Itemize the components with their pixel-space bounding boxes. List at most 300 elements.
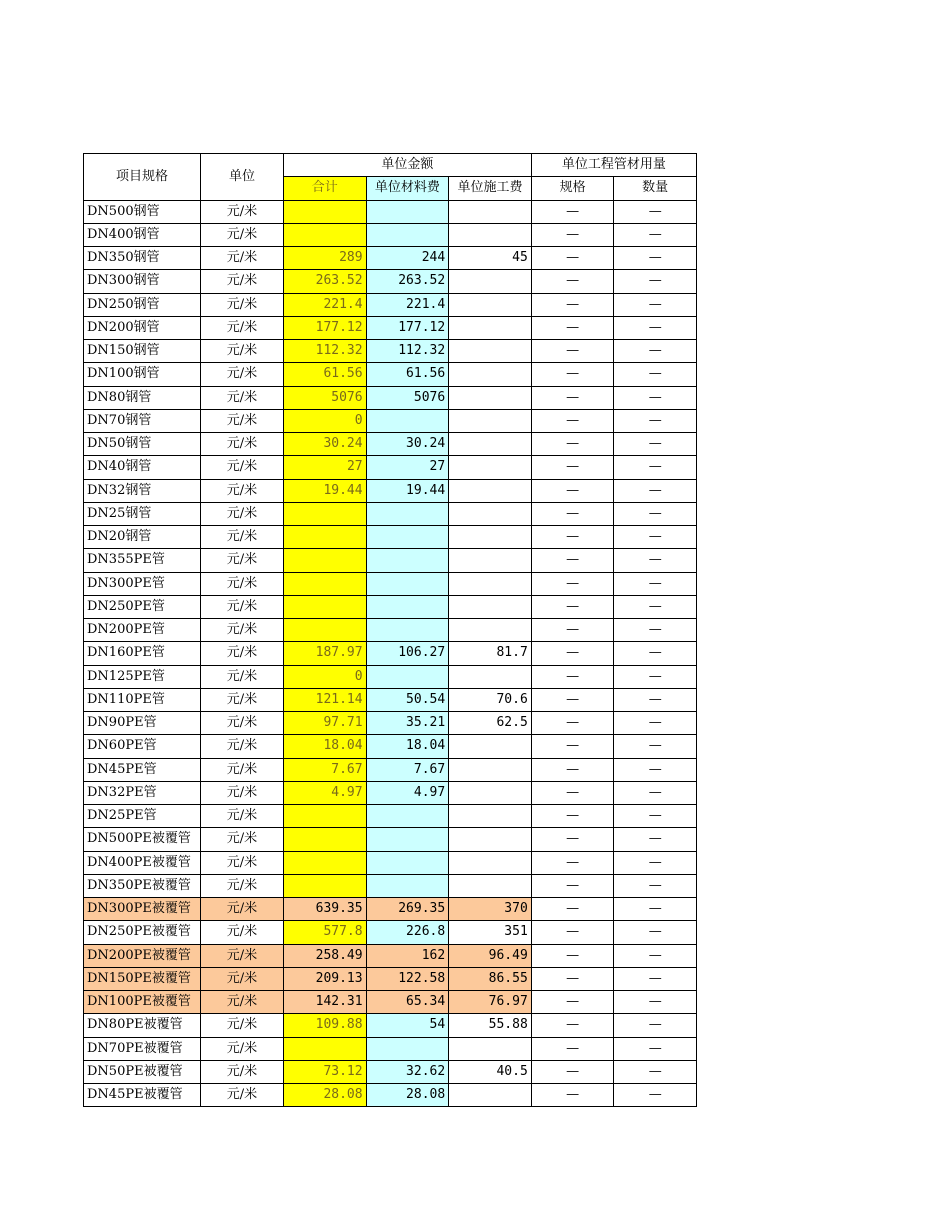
cell-total[interactable]: 121.14	[284, 688, 367, 711]
cell-unit[interactable]: 元/米	[201, 386, 284, 409]
cell-material-fee[interactable]: 7.67	[366, 758, 449, 781]
cell-qty[interactable]: —	[614, 526, 697, 549]
cell-item[interactable]: DN50钢管	[84, 433, 201, 456]
cell-item[interactable]: DN250PE管	[84, 595, 201, 618]
cell-spec[interactable]: —	[531, 1060, 614, 1083]
cell-construction-fee[interactable]	[449, 293, 532, 316]
cell-material-fee[interactable]: 226.8	[366, 921, 449, 944]
header-total[interactable]: 合计	[284, 177, 367, 200]
cell-total[interactable]	[284, 828, 367, 851]
cell-qty[interactable]: —	[614, 781, 697, 804]
cell-spec[interactable]: —	[531, 293, 614, 316]
cell-unit[interactable]: 元/米	[201, 223, 284, 246]
cell-qty[interactable]: —	[614, 944, 697, 967]
table-row	[84, 1084, 697, 1107]
cell-total[interactable]: 112.32	[284, 340, 367, 363]
cell-item[interactable]: DN60PE管	[84, 735, 201, 758]
cell-material-fee[interactable]: 263.52	[366, 270, 449, 293]
cell-qty[interactable]: —	[614, 1037, 697, 1060]
header-amount-group[interactable]: 单位金额	[284, 154, 532, 177]
table-row	[84, 1060, 697, 1083]
cell-material-fee[interactable]	[366, 874, 449, 897]
cell-total[interactable]: 28.08	[284, 1084, 367, 1107]
cell-total[interactable]: 18.04	[284, 735, 367, 758]
cell-item[interactable]: DN200钢管	[84, 316, 201, 339]
cell-qty[interactable]: —	[614, 223, 697, 246]
cell-spec[interactable]: —	[531, 595, 614, 618]
cell-material-fee[interactable]: 112.32	[366, 340, 449, 363]
table-row	[84, 1037, 697, 1060]
cell-item[interactable]: DN500PE被覆管	[84, 828, 201, 851]
cell-unit[interactable]: 元/米	[201, 828, 284, 851]
cell-construction-fee[interactable]	[449, 781, 532, 804]
cell-unit[interactable]: 元/米	[201, 363, 284, 386]
table-row	[84, 874, 697, 897]
cell-qty[interactable]: —	[614, 386, 697, 409]
cell-item[interactable]: DN300钢管	[84, 270, 201, 293]
cell-construction-fee[interactable]	[449, 433, 532, 456]
cell-qty[interactable]: —	[614, 340, 697, 363]
cell-unit[interactable]: 元/米	[201, 805, 284, 828]
cell-total[interactable]: 73.12	[284, 1060, 367, 1083]
cell-unit[interactable]: 元/米	[201, 898, 284, 921]
cell-material-fee[interactable]: 5076	[366, 386, 449, 409]
cell-item[interactable]: DN400钢管	[84, 223, 201, 246]
cell-item[interactable]: DN300PE被覆管	[84, 898, 201, 921]
cell-spec[interactable]: —	[531, 688, 614, 711]
cell-spec[interactable]: —	[531, 363, 614, 386]
cell-item[interactable]: DN400PE被覆管	[84, 851, 201, 874]
cell-qty[interactable]: —	[614, 967, 697, 990]
cell-item[interactable]: DN350钢管	[84, 247, 201, 270]
cell-spec[interactable]: —	[531, 758, 614, 781]
cell-unit[interactable]: 元/米	[201, 200, 284, 223]
cell-qty[interactable]: —	[614, 363, 697, 386]
cell-material-fee[interactable]	[366, 409, 449, 432]
cell-unit[interactable]: 元/米	[201, 758, 284, 781]
cell-qty[interactable]: —	[614, 688, 697, 711]
cell-spec[interactable]: —	[531, 549, 614, 572]
cell-spec[interactable]: —	[531, 572, 614, 595]
cell-item[interactable]: DN25PE管	[84, 805, 201, 828]
table-body	[84, 154, 697, 1107]
cell-total[interactable]: 7.67	[284, 758, 367, 781]
cell-material-fee[interactable]: 28.08	[366, 1084, 449, 1107]
cell-material-fee[interactable]	[366, 805, 449, 828]
cell-construction-fee[interactable]	[449, 572, 532, 595]
cell-qty[interactable]: —	[614, 665, 697, 688]
cell-total[interactable]: 109.88	[284, 1014, 367, 1037]
header-qty[interactable]: 数量	[614, 177, 697, 200]
cell-unit[interactable]: 元/米	[201, 642, 284, 665]
cell-spec[interactable]: —	[531, 828, 614, 851]
cell-spec[interactable]: —	[531, 1084, 614, 1107]
cell-construction-fee[interactable]	[449, 200, 532, 223]
cell-spec[interactable]: —	[531, 898, 614, 921]
cell-unit[interactable]: 元/米	[201, 572, 284, 595]
cell-total[interactable]: 209.13	[284, 967, 367, 990]
table-row	[84, 386, 697, 409]
cell-construction-fee[interactable]: 81.7	[449, 642, 532, 665]
cell-total[interactable]: 0	[284, 665, 367, 688]
cell-item[interactable]: DN100钢管	[84, 363, 201, 386]
header-material-fee[interactable]: 单位材料费	[366, 177, 449, 200]
cell-item[interactable]: DN150钢管	[84, 340, 201, 363]
cell-total[interactable]	[284, 572, 367, 595]
cell-qty[interactable]: —	[614, 1084, 697, 1107]
cell-unit[interactable]: 元/米	[201, 991, 284, 1014]
cell-unit[interactable]: 元/米	[201, 595, 284, 618]
cell-total[interactable]: 263.52	[284, 270, 367, 293]
cell-material-fee[interactable]	[366, 619, 449, 642]
cell-unit[interactable]: 元/米	[201, 549, 284, 572]
cell-item[interactable]: DN20钢管	[84, 526, 201, 549]
cell-unit[interactable]: 元/米	[201, 526, 284, 549]
cell-item[interactable]: DN80钢管	[84, 386, 201, 409]
cell-material-fee[interactable]: 18.04	[366, 735, 449, 758]
cell-total[interactable]	[284, 805, 367, 828]
cell-item[interactable]: DN45PE管	[84, 758, 201, 781]
cell-construction-fee[interactable]	[449, 479, 532, 502]
cell-item[interactable]: DN90PE管	[84, 712, 201, 735]
cell-qty[interactable]: —	[614, 433, 697, 456]
cell-unit[interactable]: 元/米	[201, 619, 284, 642]
cell-qty[interactable]: —	[614, 479, 697, 502]
cell-total[interactable]	[284, 549, 367, 572]
cell-construction-fee[interactable]: 86.55	[449, 967, 532, 990]
cell-qty[interactable]: —	[614, 200, 697, 223]
cell-unit[interactable]: 元/米	[201, 316, 284, 339]
cell-material-fee[interactable]: 32.62	[366, 1060, 449, 1083]
cell-item[interactable]: DN200PE被覆管	[84, 944, 201, 967]
cell-total[interactable]	[284, 874, 367, 897]
cell-unit[interactable]: 元/米	[201, 781, 284, 804]
cell-spec[interactable]: —	[531, 805, 614, 828]
cell-unit[interactable]: 元/米	[201, 1037, 284, 1060]
cell-spec[interactable]: —	[531, 223, 614, 246]
cell-total[interactable]: 221.4	[284, 293, 367, 316]
cell-construction-fee[interactable]	[449, 1084, 532, 1107]
cell-unit[interactable]: 元/米	[201, 409, 284, 432]
cell-spec[interactable]: —	[531, 526, 614, 549]
table-row	[84, 409, 697, 432]
cell-item[interactable]: DN50PE被覆管	[84, 1060, 201, 1083]
cell-total[interactable]: 19.44	[284, 479, 367, 502]
header-item[interactable]: 项目规格	[84, 154, 201, 201]
cell-unit[interactable]: 元/米	[201, 921, 284, 944]
cell-construction-fee[interactable]	[449, 223, 532, 246]
table-row	[84, 549, 697, 572]
cell-total[interactable]: 187.97	[284, 642, 367, 665]
cell-qty[interactable]: —	[614, 874, 697, 897]
cell-total[interactable]: 639.35	[284, 898, 367, 921]
cell-material-fee[interactable]	[366, 595, 449, 618]
cell-spec[interactable]: —	[531, 642, 614, 665]
table-row	[84, 293, 697, 316]
cell-material-fee[interactable]: 106.27	[366, 642, 449, 665]
cell-unit[interactable]: 元/米	[201, 944, 284, 967]
cell-spec[interactable]: —	[531, 781, 614, 804]
cell-construction-fee[interactable]	[449, 851, 532, 874]
cell-material-fee[interactable]	[366, 502, 449, 525]
cell-item[interactable]: DN150PE被覆管	[84, 967, 201, 990]
cell-construction-fee[interactable]: 351	[449, 921, 532, 944]
cell-unit[interactable]: 元/米	[201, 270, 284, 293]
cell-spec[interactable]: —	[531, 665, 614, 688]
cell-material-fee[interactable]: 50.54	[366, 688, 449, 711]
cell-spec[interactable]: —	[531, 340, 614, 363]
cell-total[interactable]: 30.24	[284, 433, 367, 456]
cell-spec[interactable]: —	[531, 1014, 614, 1037]
cell-total[interactable]	[284, 223, 367, 246]
cell-item[interactable]: DN100PE被覆管	[84, 991, 201, 1014]
cell-unit[interactable]: 元/米	[201, 735, 284, 758]
header-construction-fee[interactable]: 单位施工费	[449, 177, 532, 200]
cell-material-fee[interactable]: 4.97	[366, 781, 449, 804]
cell-material-fee[interactable]: 244	[366, 247, 449, 270]
cell-total[interactable]: 177.12	[284, 316, 367, 339]
cell-unit[interactable]: 元/米	[201, 293, 284, 316]
cell-construction-fee[interactable]	[449, 874, 532, 897]
cell-construction-fee[interactable]: 370	[449, 898, 532, 921]
cell-item[interactable]: DN250PE被覆管	[84, 921, 201, 944]
cell-construction-fee[interactable]	[449, 549, 532, 572]
cell-construction-fee[interactable]	[449, 386, 532, 409]
cell-qty[interactable]: —	[614, 247, 697, 270]
cell-spec[interactable]: —	[531, 991, 614, 1014]
cell-qty[interactable]: —	[614, 805, 697, 828]
cell-spec[interactable]: —	[531, 270, 614, 293]
cell-item[interactable]: DN160PE管	[84, 642, 201, 665]
cell-construction-fee[interactable]	[449, 595, 532, 618]
cell-unit[interactable]: 元/米	[201, 851, 284, 874]
cell-material-fee[interactable]: 19.44	[366, 479, 449, 502]
cell-unit[interactable]: 元/米	[201, 247, 284, 270]
table-row	[84, 944, 697, 967]
cell-unit[interactable]: 元/米	[201, 456, 284, 479]
cell-spec[interactable]: —	[531, 247, 614, 270]
cell-total[interactable]	[284, 502, 367, 525]
table-row	[84, 642, 697, 665]
cell-total[interactable]: 61.56	[284, 363, 367, 386]
cell-unit[interactable]: 元/米	[201, 1084, 284, 1107]
cell-unit[interactable]: 元/米	[201, 433, 284, 456]
cell-spec[interactable]: —	[531, 433, 614, 456]
cell-item[interactable]: DN32钢管	[84, 479, 201, 502]
cell-construction-fee[interactable]	[449, 1037, 532, 1060]
cell-spec[interactable]: —	[531, 386, 614, 409]
cell-qty[interactable]: —	[614, 712, 697, 735]
cell-qty[interactable]: —	[614, 991, 697, 1014]
cell-construction-fee[interactable]: 96.49	[449, 944, 532, 967]
cell-total[interactable]: 97.71	[284, 712, 367, 735]
cell-spec[interactable]: —	[531, 712, 614, 735]
cell-item[interactable]: DN355PE管	[84, 549, 201, 572]
cell-item[interactable]: DN25钢管	[84, 502, 201, 525]
cell-material-fee[interactable]: 177.12	[366, 316, 449, 339]
cell-total[interactable]	[284, 619, 367, 642]
cell-total[interactable]	[284, 1037, 367, 1060]
cell-qty[interactable]: —	[614, 1014, 697, 1037]
cell-unit[interactable]: 元/米	[201, 712, 284, 735]
cell-construction-fee[interactable]: 70.6	[449, 688, 532, 711]
cell-qty[interactable]: —	[614, 456, 697, 479]
table-row	[84, 735, 697, 758]
cell-qty[interactable]: —	[614, 270, 697, 293]
cell-spec[interactable]: —	[531, 479, 614, 502]
cell-construction-fee[interactable]	[449, 758, 532, 781]
cell-material-fee[interactable]	[366, 223, 449, 246]
cell-item[interactable]: DN110PE管	[84, 688, 201, 711]
cell-construction-fee[interactable]: 55.88	[449, 1014, 532, 1037]
cell-construction-fee[interactable]	[449, 526, 532, 549]
cell-spec[interactable]: —	[531, 619, 614, 642]
cell-material-fee[interactable]	[366, 851, 449, 874]
header-unit[interactable]: 单位	[201, 154, 284, 201]
cell-material-fee[interactable]: 162	[366, 944, 449, 967]
header-usage-group[interactable]: 单位工程管材用量	[531, 154, 696, 177]
cell-material-fee[interactable]: 221.4	[366, 293, 449, 316]
cell-qty[interactable]: —	[614, 758, 697, 781]
cell-construction-fee[interactable]	[449, 619, 532, 642]
cell-item[interactable]: DN350PE被覆管	[84, 874, 201, 897]
cell-material-fee[interactable]: 269.35	[366, 898, 449, 921]
cell-construction-fee[interactable]	[449, 363, 532, 386]
cell-material-fee[interactable]	[366, 572, 449, 595]
cell-qty[interactable]: —	[614, 293, 697, 316]
cell-item[interactable]: DN70PE被覆管	[84, 1037, 201, 1060]
cell-material-fee[interactable]	[366, 665, 449, 688]
cell-unit[interactable]: 元/米	[201, 479, 284, 502]
cell-spec[interactable]: —	[531, 851, 614, 874]
cell-construction-fee[interactable]	[449, 316, 532, 339]
cell-item[interactable]: DN40钢管	[84, 456, 201, 479]
cell-material-fee[interactable]: 61.56	[366, 363, 449, 386]
cell-qty[interactable]: —	[614, 502, 697, 525]
table-row	[84, 898, 697, 921]
cell-total[interactable]	[284, 200, 367, 223]
cell-construction-fee[interactable]	[449, 828, 532, 851]
cell-item[interactable]: DN200PE管	[84, 619, 201, 642]
cell-total[interactable]: 258.49	[284, 944, 367, 967]
cell-item[interactable]: DN300PE管	[84, 572, 201, 595]
cell-total[interactable]	[284, 526, 367, 549]
cell-unit[interactable]: 元/米	[201, 688, 284, 711]
cell-construction-fee[interactable]	[449, 502, 532, 525]
cell-unit[interactable]: 元/米	[201, 1060, 284, 1083]
cell-spec[interactable]: —	[531, 735, 614, 758]
cell-spec[interactable]: —	[531, 502, 614, 525]
cell-item[interactable]: DN45PE被覆管	[84, 1084, 201, 1107]
cell-item[interactable]: DN32PE管	[84, 781, 201, 804]
cell-spec[interactable]: —	[531, 921, 614, 944]
cell-material-fee[interactable]: 30.24	[366, 433, 449, 456]
cell-spec[interactable]: —	[531, 409, 614, 432]
cell-item[interactable]: DN80PE被覆管	[84, 1014, 201, 1037]
cell-spec[interactable]: —	[531, 1037, 614, 1060]
cell-total[interactable]	[284, 851, 367, 874]
cell-total[interactable]: 0	[284, 409, 367, 432]
cell-material-fee[interactable]: 27	[366, 456, 449, 479]
cell-spec[interactable]: —	[531, 316, 614, 339]
cell-qty[interactable]: —	[614, 642, 697, 665]
cell-material-fee[interactable]	[366, 526, 449, 549]
cell-construction-fee[interactable]	[449, 270, 532, 293]
cell-construction-fee[interactable]: 45	[449, 247, 532, 270]
cell-unit[interactable]: 元/米	[201, 1014, 284, 1037]
cell-construction-fee[interactable]: 76.97	[449, 991, 532, 1014]
cell-construction-fee[interactable]	[449, 665, 532, 688]
cell-qty[interactable]: —	[614, 572, 697, 595]
cell-material-fee[interactable]: 54	[366, 1014, 449, 1037]
cell-total[interactable]	[284, 595, 367, 618]
cell-construction-fee[interactable]	[449, 340, 532, 363]
cell-spec[interactable]: —	[531, 456, 614, 479]
cell-construction-fee[interactable]	[449, 805, 532, 828]
cell-qty[interactable]: —	[614, 1060, 697, 1083]
cell-unit[interactable]: 元/米	[201, 967, 284, 990]
cell-material-fee[interactable]	[366, 1037, 449, 1060]
cell-unit[interactable]: 元/米	[201, 665, 284, 688]
cell-total[interactable]: 27	[284, 456, 367, 479]
cell-qty[interactable]: —	[614, 921, 697, 944]
cell-qty[interactable]: —	[614, 851, 697, 874]
cell-total[interactable]: 142.31	[284, 991, 367, 1014]
cell-qty[interactable]: —	[614, 316, 697, 339]
cell-total[interactable]: 5076	[284, 386, 367, 409]
cell-item[interactable]: DN500钢管	[84, 200, 201, 223]
cell-material-fee[interactable]: 65.34	[366, 991, 449, 1014]
header-spec[interactable]: 规格	[531, 177, 614, 200]
cell-spec[interactable]: —	[531, 967, 614, 990]
table-row	[84, 479, 697, 502]
cell-total[interactable]: 577.8	[284, 921, 367, 944]
cell-unit[interactable]: 元/米	[201, 874, 284, 897]
cell-construction-fee[interactable]	[449, 456, 532, 479]
cell-total[interactable]: 4.97	[284, 781, 367, 804]
cell-construction-fee[interactable]: 40.5	[449, 1060, 532, 1083]
cell-qty[interactable]: —	[614, 549, 697, 572]
cell-qty[interactable]: —	[614, 595, 697, 618]
cell-qty[interactable]: —	[614, 828, 697, 851]
cell-item[interactable]: DN125PE管	[84, 665, 201, 688]
cell-total[interactable]: 289	[284, 247, 367, 270]
cell-spec[interactable]: —	[531, 944, 614, 967]
table-row	[84, 200, 697, 223]
cell-item[interactable]: DN250钢管	[84, 293, 201, 316]
cell-material-fee[interactable]	[366, 549, 449, 572]
table-row	[84, 270, 697, 293]
cell-material-fee[interactable]: 35.21	[366, 712, 449, 735]
cell-qty[interactable]: —	[614, 409, 697, 432]
cell-qty[interactable]: —	[614, 898, 697, 921]
table-row	[84, 363, 697, 386]
cell-material-fee[interactable]	[366, 828, 449, 851]
cell-material-fee[interactable]: 122.58	[366, 967, 449, 990]
cell-construction-fee[interactable]	[449, 735, 532, 758]
header-row-1	[84, 154, 697, 177]
cell-item[interactable]: DN70钢管	[84, 409, 201, 432]
cell-construction-fee[interactable]: 62.5	[449, 712, 532, 735]
cell-unit[interactable]: 元/米	[201, 340, 284, 363]
cell-spec[interactable]: —	[531, 200, 614, 223]
cell-unit[interactable]: 元/米	[201, 502, 284, 525]
cell-material-fee[interactable]	[366, 200, 449, 223]
cell-spec[interactable]: —	[531, 874, 614, 897]
cell-qty[interactable]: —	[614, 735, 697, 758]
cell-qty[interactable]: —	[614, 619, 697, 642]
cell-construction-fee[interactable]	[449, 409, 532, 432]
